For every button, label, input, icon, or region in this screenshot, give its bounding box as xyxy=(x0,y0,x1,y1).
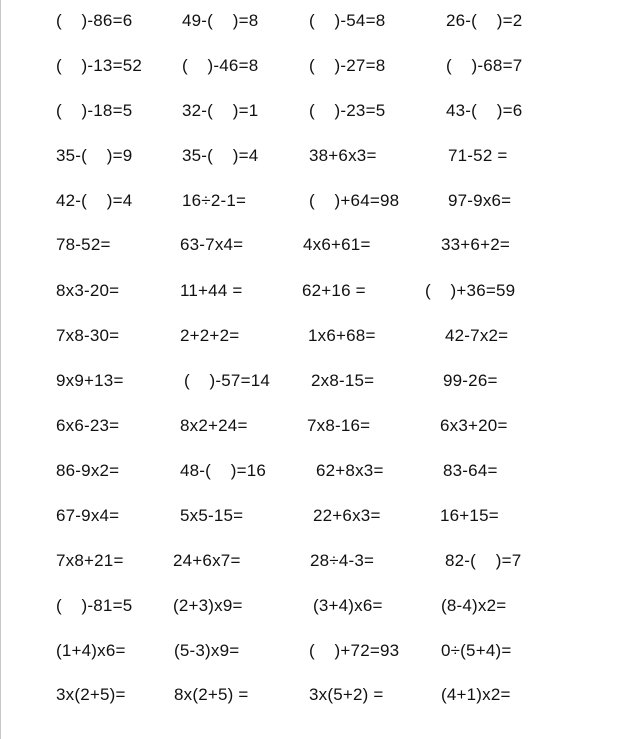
math-problem: 97-9x6= xyxy=(448,191,512,210)
math-problem: (2+3)x9= xyxy=(173,596,243,615)
math-problem: 9x9+13= xyxy=(56,371,124,390)
worksheet-row xyxy=(0,594,634,618)
math-problem: 7x8+21= xyxy=(56,551,124,570)
math-problem: 71-52 = xyxy=(448,146,508,165)
math-problem: 62+16 = xyxy=(302,281,366,300)
math-problem: (1+4)x6= xyxy=(56,641,126,660)
math-problem: 0÷(5+4)= xyxy=(441,641,512,660)
math-problem: 49-( )=8 xyxy=(182,11,259,30)
worksheet-row xyxy=(0,144,634,168)
math-problem: 2+2+2= xyxy=(180,326,240,345)
math-problem: ( )-27=8 xyxy=(309,56,386,75)
math-problem: 4x6+61= xyxy=(303,235,371,254)
math-problem: ( )-18=5 xyxy=(56,101,133,120)
math-problem: 26-( )=2 xyxy=(446,11,523,30)
math-problem: 42-( )=4 xyxy=(56,191,133,210)
math-problem: 99-26= xyxy=(443,371,498,390)
math-problem: 7x8-16= xyxy=(307,416,371,435)
math-problem: 1x6+68= xyxy=(308,326,376,345)
math-problem: ( )-81=5 xyxy=(56,596,133,615)
worksheet-row xyxy=(0,639,634,663)
math-problem: 86-9x2= xyxy=(56,461,120,480)
math-problem: 11+44 = xyxy=(180,281,243,300)
math-problem: 78-52= xyxy=(56,235,111,254)
math-problem: 16+15= xyxy=(440,506,499,525)
worksheet-row xyxy=(0,54,634,78)
math-problem: 2x8-15= xyxy=(311,371,375,390)
math-problem: ( )-23=5 xyxy=(309,101,386,120)
math-problem: 82-( )=7 xyxy=(445,551,522,570)
worksheet-row xyxy=(0,459,634,483)
math-problem: 6x6-23= xyxy=(56,416,120,435)
math-problem: (5-3)x9= xyxy=(174,641,240,660)
math-problem: 38+6x3= xyxy=(309,146,377,165)
worksheet-row xyxy=(0,233,634,257)
math-problem: 3x(2+5)= xyxy=(56,685,126,704)
math-problem: ( )-57=14 xyxy=(184,371,271,390)
math-problem: 8x2+24= xyxy=(180,416,248,435)
math-problem: 7x8-30= xyxy=(56,326,120,345)
math-problem: 8x(2+5) = xyxy=(174,685,249,704)
worksheet-row xyxy=(0,549,634,573)
math-problem: 6x3+20= xyxy=(440,416,508,435)
math-problem: 42-7x2= xyxy=(445,326,509,345)
worksheet-row xyxy=(0,189,634,213)
worksheet-row xyxy=(0,99,634,123)
math-problem: 67-9x4= xyxy=(56,506,120,525)
math-problem: 28÷4-3= xyxy=(310,551,375,570)
worksheet-row xyxy=(0,414,634,438)
math-problem: 63-7x4= xyxy=(180,235,244,254)
math-problem: 8x3-20= xyxy=(56,281,120,300)
math-problem: ( )-46=8 xyxy=(182,56,259,75)
worksheet-row xyxy=(0,369,634,393)
worksheet-row xyxy=(0,279,634,303)
math-problem: 5x5-15= xyxy=(180,506,244,525)
math-problem: 83-64= xyxy=(443,461,498,480)
math-problem: ( )-68=7 xyxy=(446,56,523,75)
math-problem: ( )+64=98 xyxy=(309,191,400,210)
math-problem: (3+4)x6= xyxy=(313,596,383,615)
math-problem: (4+1)x2= xyxy=(441,685,511,704)
math-problem: ( )-54=8 xyxy=(309,11,386,30)
worksheet-row xyxy=(0,504,634,528)
math-problem: 35-( )=4 xyxy=(182,146,259,165)
math-problem: ( )+72=93 xyxy=(309,641,400,660)
math-problem: 43-( )=6 xyxy=(446,101,523,120)
math-problem: 16÷2-1= xyxy=(182,191,247,210)
math-problem: 48-( )=16 xyxy=(180,461,267,480)
math-problem: ( )-13=52 xyxy=(56,56,143,75)
math-problem: 3x(5+2) = xyxy=(309,685,384,704)
math-problem: (8-4)x2= xyxy=(441,596,507,615)
math-problem: 24+6x7= xyxy=(173,551,241,570)
math-problem: 62+8x3= xyxy=(316,461,384,480)
math-problem: 35-( )=9 xyxy=(56,146,133,165)
math-problem: ( )-86=6 xyxy=(56,11,133,30)
math-problem: 22+6x3= xyxy=(313,506,381,525)
worksheet-row xyxy=(0,683,634,707)
worksheet-row xyxy=(0,9,634,33)
math-problem: 33+6+2= xyxy=(441,235,511,254)
worksheet-row xyxy=(0,324,634,348)
math-problem: 32-( )=1 xyxy=(182,101,259,120)
math-problem: ( )+36=59 xyxy=(425,281,516,300)
